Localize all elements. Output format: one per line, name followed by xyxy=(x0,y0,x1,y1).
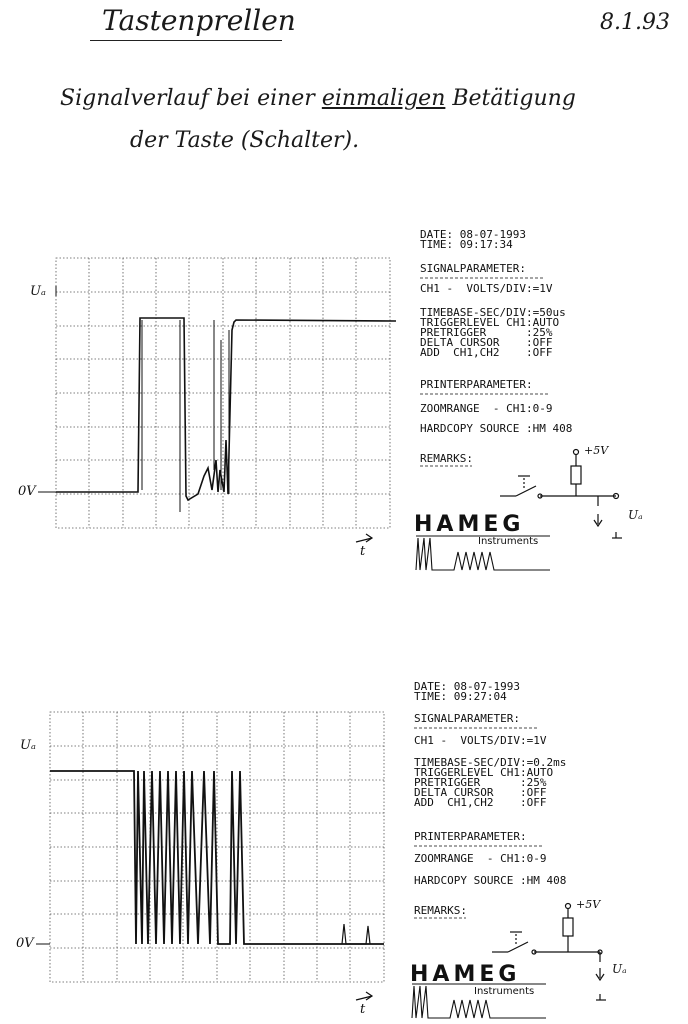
scope2-output-label: Uₐ xyxy=(612,962,627,976)
scope1-output-label: Uₐ xyxy=(628,508,643,522)
scope1-add: ADD CH1,CH2 :OFF xyxy=(420,346,553,359)
scope1-zero-label: 0V xyxy=(18,484,36,499)
scope1-timebase: TIMEBASE-SEC/DIV:=50us xyxy=(420,306,566,319)
scope2-trigger: TRIGGERLEVEL CH1:AUTO xyxy=(414,766,554,779)
description-post: Betätigung xyxy=(445,86,576,111)
scope1-printer-header: PRINTERPARAMETER: xyxy=(420,378,533,391)
scope2-remarks: REMARKS: xyxy=(414,904,467,917)
scope1-hardcopy: HARDCOPY SOURCE :HM 408 xyxy=(420,422,573,435)
description-emphasis: einmaligen xyxy=(321,86,446,111)
scope2-delta: DELTA CURSOR :OFF xyxy=(414,786,547,799)
scope2-hardcopy: HARDCOPY SOURCE :HM 408 xyxy=(414,874,567,887)
page-date: 8.1.93 xyxy=(600,10,670,35)
scope2-add: ADD CH1,CH2 :OFF xyxy=(414,796,547,809)
page-title: Tastenprellen xyxy=(102,4,296,37)
scope2-zero-label: 0V xyxy=(16,936,34,951)
description-line2: der Taste (Schalter). xyxy=(130,128,360,153)
scope2-timebase: TIMEBASE-SEC/DIV:=0.2ms xyxy=(414,756,567,769)
scope1-y-label: Uₐ xyxy=(30,284,46,299)
hameg-logo: HAMEG xyxy=(414,512,525,537)
scope1-supply-label: +5V xyxy=(584,444,609,457)
scope2-date: DATE: 08-07-1993 xyxy=(414,680,520,693)
scope1-remarks: REMARKS: xyxy=(420,452,473,465)
hameg-logo-sub: Instruments xyxy=(478,536,539,547)
scope2-printer-header: PRINTERPARAMETER: xyxy=(414,830,527,843)
scope1-trace xyxy=(56,318,396,500)
scope1-time-label: t xyxy=(360,544,366,559)
scope2-signal-header: SIGNALPARAMETER: xyxy=(414,712,520,725)
time-arrow-icon xyxy=(356,534,372,1000)
scope1-delta: DELTA CURSOR :OFF xyxy=(420,336,553,349)
scope2-zoom: ZOOMRANGE - CH1:0-9 xyxy=(414,852,547,865)
scope2-grid xyxy=(50,712,384,982)
scope2-time: TIME: 09:27:04 xyxy=(414,690,507,703)
scope2-supply-label: +5V xyxy=(576,898,601,911)
scope2-ch1: CH1 - VOLTS/DIV:=1V xyxy=(414,734,547,747)
scope1-trigger: TRIGGERLEVEL CH1:AUTO xyxy=(420,316,560,329)
description-pre: Signalverlauf bei einer xyxy=(60,86,322,111)
hameg-logo-2: HAMEG xyxy=(410,962,521,987)
scope1-date: DATE: 08-07-1993 xyxy=(420,228,526,241)
scope2-pretrigger: PRETRIGGER :25% xyxy=(414,776,547,789)
scope2-time-label: t xyxy=(360,1002,366,1017)
scope1-signal-header: SIGNALPARAMETER: xyxy=(420,262,526,275)
scope1-zoom: ZOOMRANGE - CH1:0-9 xyxy=(420,402,553,415)
scope1-pretrigger: PRETRIGGER :25% xyxy=(420,326,553,339)
scope1-ch1: CH1 - VOLTS/DIV:=1V xyxy=(420,282,553,295)
hameg-logo-sub-2: Instruments xyxy=(474,986,535,997)
scope2-y-label: Uₐ xyxy=(20,738,36,753)
scope1-time: TIME: 09:17:34 xyxy=(420,238,513,251)
